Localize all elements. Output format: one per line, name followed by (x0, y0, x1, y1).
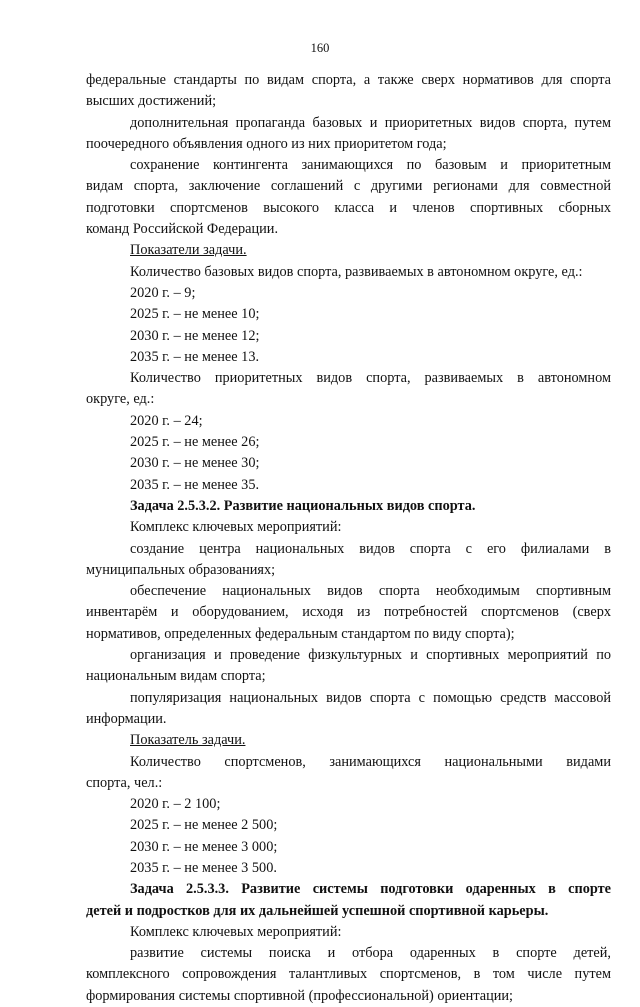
list-item: 2035 г. – не менее 13. (130, 348, 260, 365)
text-line: информации. (86, 710, 167, 727)
list-item: 2020 г. – 24; (130, 412, 203, 429)
text-line: муниципальных образованиях; (86, 561, 276, 578)
body-text (86, 70, 611, 1007)
task-heading: детей и подростков для их дальнейшей успешной спортивной карьеры. (86, 902, 549, 919)
list-item: 2025 г. – не менее 10; (130, 306, 260, 323)
section-heading-underlined: Показатели задачи. (130, 242, 247, 259)
text-line: комплексного сопровождения талантливых спортсменов, в том числе путем (86, 966, 611, 983)
text-line: нормативов, определенных федеральным стандартом по виду спорта); (86, 625, 515, 642)
text-line: Количество приоритетных видов спорта, развиваемых в автономном (130, 370, 611, 387)
text-line: сохранение контингента занимающихся по базовым и приоритетным (130, 157, 611, 174)
list-item: 2025 г. – не менее 26; (130, 434, 260, 451)
text-line: высших достижений; (86, 93, 217, 110)
list-item: 2020 г. – 9; (130, 284, 196, 301)
text-line: организация и проведение физкультурных и спортивных мероприятий по (130, 647, 611, 664)
list-item: 2020 г. – 2 100; (130, 796, 221, 813)
text-line: обеспечение национальных видов спорта необходимым спортивным (130, 583, 611, 600)
text-line: формирования системы спортивной (профессиональной) ориентации; (86, 987, 514, 1004)
text-line: развитие системы поиска и отбора одаренных в спорте детей, (130, 945, 611, 962)
text-line: федеральные стандарты по видам спорта, а также сверх нормативов для спорта (86, 72, 611, 88)
list-item: 2030 г. – не менее 30; (130, 455, 260, 472)
list-item: 2035 г. – не менее 3 500. (130, 859, 277, 876)
page-number: 160 (310, 41, 330, 55)
list-item: 2025 г. – не менее 2 500; (130, 817, 278, 834)
text-line: команд Российской Федерации. (86, 221, 279, 238)
task-heading: Задача 2.5.3.3. Развитие системы подготовки одаренных в спорте (130, 881, 611, 898)
text-line: видам спорта, заключение соглашений с другими регионами для совместной (86, 178, 611, 195)
list-item: 2030 г. – не менее 12; (130, 327, 260, 344)
list-item: 2035 г. – не менее 35. (130, 476, 260, 493)
text-line: Комплекс ключевых мероприятий: (130, 923, 342, 940)
text-line: дополнительная пропаганда базовых и приоритетных видов спорта, путем (130, 114, 611, 131)
text-line: Количество спортсменов, занимающихся национальными видами (130, 753, 611, 770)
text-line: Количество базовых видов спорта, развиваемых в автономном округе, ед.: (130, 263, 583, 280)
text-line: Комплекс ключевых мероприятий: (130, 519, 342, 536)
list-item: 2030 г. – не менее 3 000; (130, 838, 278, 855)
text-line: инвентарём и оборудованием, исходя из потребностей спортсменов (сверх (86, 604, 611, 621)
text-line: национальным видам спорта; (86, 668, 266, 685)
section-heading-underlined: Показатель задачи. (130, 732, 246, 749)
text-line: округе, ед.: (86, 391, 155, 408)
text-line: популяризация национальных видов спорта с помощью средств массовой (130, 689, 611, 706)
text-line: спорта, чел.: (86, 774, 163, 791)
text-line: создание центра национальных видов спорта с его филиалами в (130, 540, 611, 557)
text-line: поочередного объявления одного из них приоритетом года; (86, 135, 447, 152)
task-heading: Задача 2.5.3.2. Развитие национальных видов спорта. (130, 497, 476, 514)
text-line: подготовки спортсменов высокого класса и членов спортивных сборных (86, 199, 611, 216)
